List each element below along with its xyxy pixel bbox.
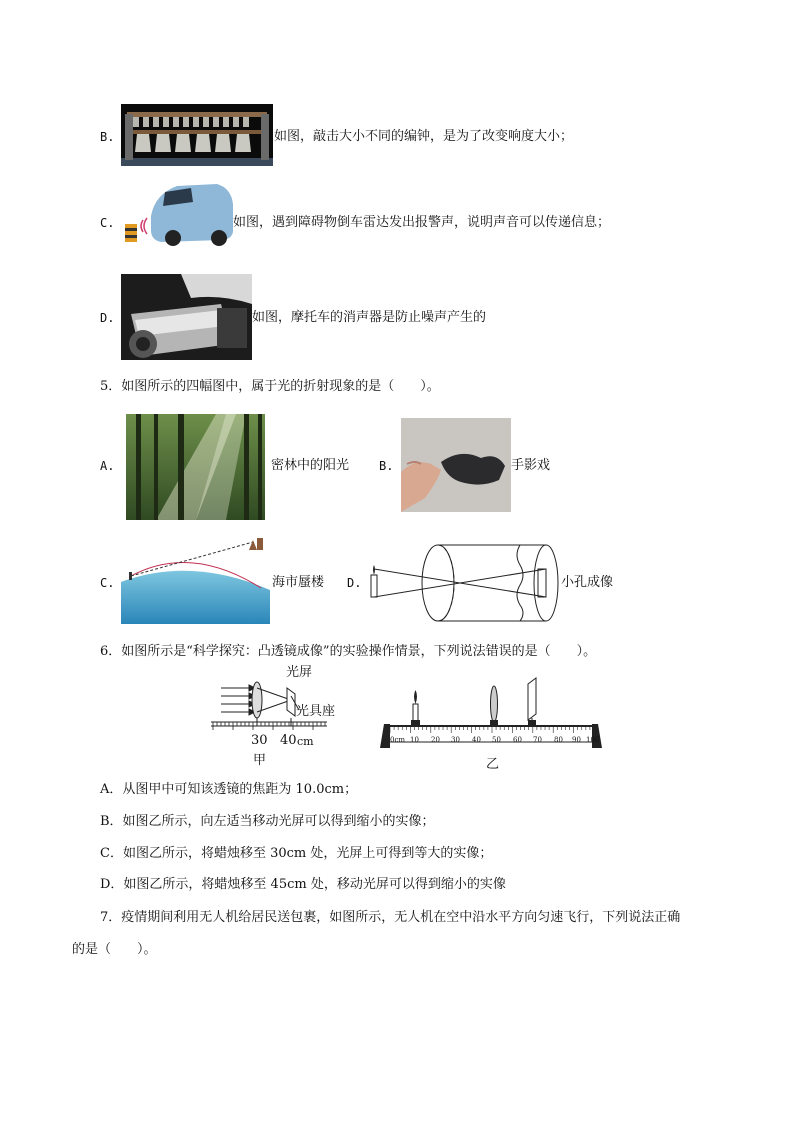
q5-option-d-text: 小孔成像 <box>561 575 614 590</box>
yi-tick-0: 0cm <box>390 736 406 744</box>
car-reversing-radar-image <box>121 180 233 248</box>
yi-tick-50: 50 <box>492 736 501 744</box>
mirage-diagram-image <box>121 536 270 624</box>
jia-tick-40: 40 <box>280 733 297 748</box>
q4-option-d-text: 如图，摩托车的消声器是防止噪声产生的 <box>252 310 487 325</box>
chime-bells-image <box>121 104 273 166</box>
jia-tick-30: 30 <box>251 733 268 748</box>
q5-option-a-letter: A. <box>100 459 115 473</box>
yi-tick-90: 90 <box>572 736 581 744</box>
q5-option-d-letter: D. <box>347 576 362 590</box>
q4-option-b-letter: B. <box>100 130 115 144</box>
yi-tick-10: 10 <box>410 736 419 744</box>
q6-option-b: B．如图乙所示，向左适当移动光屏可以得到缩小的实像； <box>100 814 435 829</box>
q5-stem: 5．如图所示的四幅图中，属于光的折射现象的是（ ）。 <box>100 379 440 394</box>
jia-caption: 甲 <box>253 753 267 768</box>
yi-caption: 乙 <box>486 757 500 772</box>
yi-tick-70: 70 <box>533 736 542 744</box>
q4-option-d-letter: D. <box>100 311 115 325</box>
q7-stem-line1: 7．疫情期间利用无人机给居民送包裹，如图所示，无人机在空中沿水平方向匀速飞行，下列说法正确 <box>100 910 681 925</box>
yi-tick-20: 20 <box>431 736 440 744</box>
motorcycle-muffler-image <box>121 274 252 360</box>
yi-tick-40: 40 <box>472 736 481 744</box>
q5-option-b-letter: B. <box>379 459 394 473</box>
q5-option-b-text: 手影戏 <box>511 458 551 473</box>
q4-option-b-text: 如图，敲击大小不同的编钟，是为了改变响度大小； <box>274 129 574 144</box>
jia-holder-label: 光具座 <box>296 704 336 719</box>
q6-stem: 6．如图所示是“科学探究：凸透镜成像”的实验操作情景，下列说法错误的是（ ）。 <box>100 644 597 659</box>
jia-unit: cm <box>297 735 314 748</box>
yi-tick-100: 100 <box>586 736 600 744</box>
q5-option-c-text: 海市蜃楼 <box>272 575 325 590</box>
q4-option-c-letter: C. <box>100 216 115 230</box>
yi-tick-60: 60 <box>513 736 522 744</box>
q5-option-c-letter: C. <box>100 576 115 590</box>
forest-sunlight-image <box>126 414 265 520</box>
q5-option-a-text: 密林中的阳光 <box>271 458 350 473</box>
pinhole-camera-diagram <box>368 541 560 625</box>
q6-option-d: D．如图乙所示，将蜡烛移至 45cm 处，移动光屏可以得到缩小的实像 <box>100 877 506 892</box>
q6-option-c: C．如图乙所示，将蜡烛移至 30cm 处，光屏上可得到等大的实像； <box>100 846 493 861</box>
yi-tick-labels <box>386 734 598 746</box>
hand-shadow-image <box>401 418 511 512</box>
jia-screen-label: 光屏 <box>286 665 313 680</box>
yi-tick-80: 80 <box>554 736 563 744</box>
q4-option-c-text: 如图，遇到障碍物倒车雷达发出报警声，说明声音可以传递信息； <box>233 215 611 230</box>
q6-option-a: A．从图甲中可知该透镜的焦距为 10.0cm； <box>100 782 358 797</box>
q7-stem-line2: 的是（ ）。 <box>72 942 157 957</box>
yi-tick-30: 30 <box>451 736 460 744</box>
